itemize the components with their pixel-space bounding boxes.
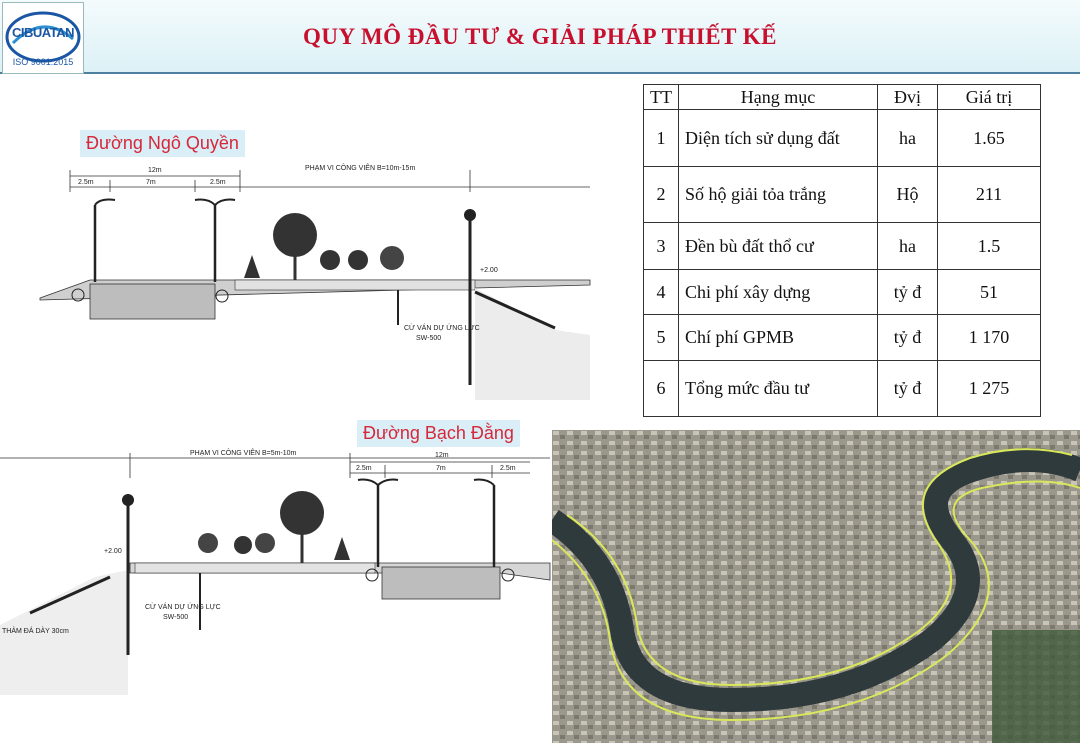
cell-unit: ha (878, 223, 938, 270)
cell-item: Diện tích sử dụng đất (679, 110, 878, 167)
dim-park-width-bottom: PHẠM VI CÔNG VIÊN B=5m-10m (190, 450, 297, 457)
dim-sidewalk-left: 2.5m (78, 179, 94, 186)
table-header-row (644, 85, 1041, 110)
cell-tt: 4 (644, 270, 679, 315)
street-label-ngo-quyen: Đường Ngô Quyền (80, 130, 245, 157)
cell-tt: 6 (644, 361, 679, 417)
cell-tt: 1 (644, 110, 679, 167)
table-row (644, 270, 1041, 315)
map-river-route (552, 430, 1080, 743)
page-title: QUY MÔ ĐẦU TƯ & GIẢI PHÁP THIẾT KẾ (302, 24, 778, 49)
cell-value: 1 275 (938, 361, 1041, 417)
cell-value: 1.65 (938, 110, 1041, 167)
cell-tt: 5 (644, 315, 679, 361)
table-row (644, 223, 1041, 270)
cell-value: 1.5 (938, 223, 1041, 270)
pile-code: SW-500 (416, 335, 442, 342)
cell-unit: Hộ (878, 167, 938, 223)
cell-unit: ha (878, 110, 938, 167)
investment-table (643, 84, 1041, 417)
dim-carriageway: 7m (146, 179, 156, 186)
cell-item: Số hộ giải tỏa trắng (679, 167, 878, 223)
col-tt: TT (644, 85, 679, 110)
pile-label: CỪ VÁN DỰ ỨNG LỰC (404, 325, 480, 332)
stone-label: THẢM ĐÁ DÀY 30cm (2, 628, 69, 635)
dim-sidewalk-left-bottom: 2.5m (356, 465, 372, 472)
dim-road-width-bottom: 12m (435, 452, 449, 459)
cell-value: 51 (938, 270, 1041, 315)
cell-tt: 2 (644, 167, 679, 223)
dim-road-width: 12m (148, 167, 162, 174)
street-label-bach-dang: Đường Bạch Đằng (357, 420, 520, 447)
header-banner (0, 0, 1080, 74)
dim-park-width: PHẠM VI CÔNG VIÊN B=10m-15m (305, 165, 416, 172)
dim-sidewalk-right: 2.5m (210, 179, 226, 186)
cell-unit: tỷ đ (878, 270, 938, 315)
dim-carriageway-bottom: 7m (436, 465, 446, 472)
col-item: Hạng mục (679, 85, 878, 110)
col-value: Giá trị (938, 85, 1041, 110)
table-row (644, 361, 1041, 417)
dim-sidewalk-right-bottom: 2.5m (500, 465, 516, 472)
table-row (644, 110, 1041, 167)
satellite-map[interactable] (552, 430, 1080, 743)
cross-section-ngo-quyen (20, 160, 610, 400)
logo-iso: ISO 9001:2015 (12, 57, 74, 67)
cell-item: Chi phí xây dựng (679, 270, 878, 315)
cell-item: Tổng mức đầu tư (679, 361, 878, 417)
cell-value: 211 (938, 167, 1041, 223)
cell-tt: 3 (644, 223, 679, 270)
cell-value: 1 170 (938, 315, 1041, 361)
cell-unit: tỷ đ (878, 315, 938, 361)
table-row (644, 167, 1041, 223)
col-unit: Đvị (878, 85, 938, 110)
level-label-bottom: +2.00 (104, 548, 122, 555)
cell-unit: tỷ đ (878, 361, 938, 417)
pile-code-bottom: SW-500 (163, 614, 189, 621)
pile-label-bottom: CỪ VÁN DỰ ỨNG LỰC (145, 604, 221, 611)
table-row (644, 315, 1041, 361)
level-label: +2.00 (480, 267, 498, 274)
cell-item: Đền bù đất thổ cư (679, 223, 878, 270)
cell-item: Chí phí GPMB (679, 315, 878, 361)
logo-text: CIBUATAN (12, 25, 74, 40)
cross-section-bach-dang (0, 445, 555, 695)
company-logo (2, 2, 84, 74)
